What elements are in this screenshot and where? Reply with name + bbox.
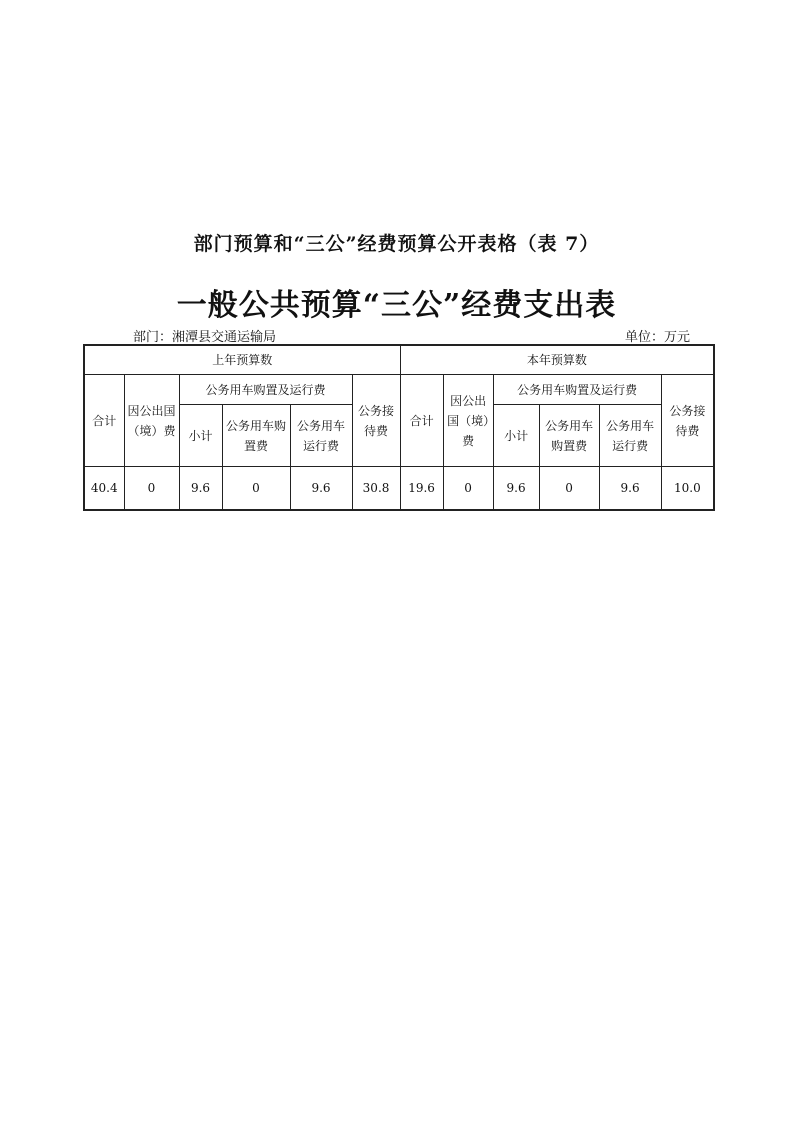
prev-operation-header: 公务用车运行费 xyxy=(290,405,352,467)
prev-subtotal-value: 9.6 xyxy=(179,467,222,511)
unit-label: 单位：万元 xyxy=(624,330,690,345)
document-subtitle: 部门预算和“三公”经费预算公开表格（表 7） xyxy=(193,233,600,255)
curr-vehicle-group-header: 公务用车购置及运行费 xyxy=(493,375,661,405)
curr-operation-header: 公务用车运行费 xyxy=(599,405,661,467)
prev-purchase-value: 0 xyxy=(222,467,290,511)
document-title: 一般公共预算“三公”经费支出表 xyxy=(176,288,617,323)
department-label: 部门：湘潭县交通运输局 xyxy=(133,330,277,345)
prev-purchase-header: 公务用车购置费 xyxy=(222,405,290,467)
curr-operation-value: 9.6 xyxy=(599,467,661,511)
curr-total-value: 19.6 xyxy=(400,467,443,511)
curr-abroad-header: 因公出国（境）费 xyxy=(443,375,493,467)
table-row xyxy=(84,467,714,511)
prev-year-header: 上年预算数 xyxy=(84,345,400,375)
prev-operation-value: 9.6 xyxy=(290,467,352,511)
curr-purchase-value: 0 xyxy=(539,467,599,511)
prev-reception-value: 30.8 xyxy=(352,467,400,511)
curr-purchase-header: 公务用车购置费 xyxy=(539,405,599,467)
curr-year-header: 本年预算数 xyxy=(400,345,714,375)
three-public-expense-table xyxy=(83,344,715,511)
prev-total-value: 40.4 xyxy=(84,467,124,511)
curr-total-header: 合计 xyxy=(400,375,443,467)
curr-reception-header: 公务接待费 xyxy=(661,375,714,467)
prev-reception-header: 公务接待费 xyxy=(352,375,400,467)
prev-subtotal-header: 小计 xyxy=(179,405,222,467)
prev-abroad-header: 因公出国（境）费 xyxy=(124,375,179,467)
curr-abroad-value: 0 xyxy=(443,467,493,511)
prev-vehicle-group-header: 公务用车购置及运行费 xyxy=(179,375,352,405)
curr-subtotal-value: 9.6 xyxy=(493,467,539,511)
curr-subtotal-header: 小计 xyxy=(493,405,539,467)
curr-reception-value: 10.0 xyxy=(661,467,714,511)
prev-total-header: 合计 xyxy=(84,375,124,467)
prev-abroad-value: 0 xyxy=(124,467,179,511)
